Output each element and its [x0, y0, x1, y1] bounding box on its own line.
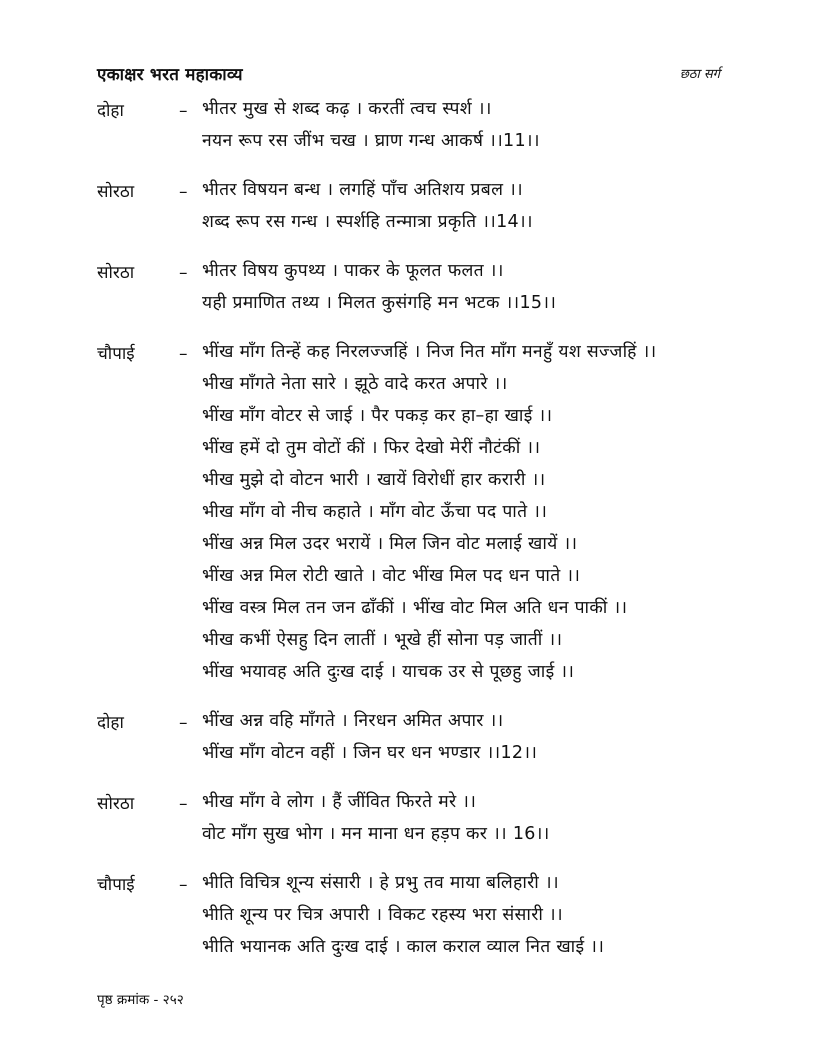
- verse-line: भींख हमें दो तुम वोटों कीं । फिर देखो मेरीं नौटंकीं ।।: [202, 438, 541, 458]
- verse-type-label: चौपाई: [97, 344, 135, 364]
- verse-line: भींख माँग वोटर से जाई । पैर पकड़ कर हा–हा खाई ।।: [202, 406, 553, 426]
- stanza: [97, 174, 725, 238]
- verse-line: भीख माँग वे लोग । हैं जींवित फिरते मरे ।।: [202, 792, 477, 812]
- verse-type-label: दोहा: [97, 713, 124, 733]
- verse-lines: [202, 336, 725, 688]
- verse-lines: [202, 255, 725, 319]
- verse-lines: [202, 174, 725, 238]
- verse-line: भीतर विषयन बन्ध । लगहिं पाँच अतिशय प्रबल ।।: [202, 180, 523, 200]
- verse-lines: [202, 705, 725, 769]
- verse-dash: –: [179, 875, 188, 895]
- verse-dash: –: [179, 263, 188, 283]
- verse-line: भीति भयानक अति दुःख दाई । काल कराल व्याल नित खाई ।।: [202, 937, 605, 957]
- page-number: पृष्ठ क्रमांक - २५२: [97, 992, 184, 1008]
- verse-line: वोट माँग सुख भोग । मन माना धन हड़प कर ।। 16।।: [202, 824, 550, 844]
- stanza: [97, 705, 725, 769]
- stanza: [97, 336, 725, 688]
- verse-lines: [202, 786, 725, 850]
- verse-line: भींख अन्न वहि माँगते । निरधन अमित अपार ।।: [202, 711, 504, 731]
- verse-line: शब्द रूप रस गन्ध । स्पर्शहि तन्मात्रा प्रकृति ।।14।।: [202, 212, 533, 232]
- verse-lines: [202, 867, 725, 963]
- verse-line: भीख मुझे दो वोटन भारी । खायें विरोधीं हार करारी ।।: [202, 470, 546, 490]
- verse-line: भीख माँगते नेता सारे । झूठे वादे करत अपारे ।।: [202, 374, 508, 394]
- verse-line: भीतर विषय कुपथ्य । पाकर के फूलत फलत ।।: [202, 261, 504, 281]
- verse-type-label: दोहा: [97, 101, 124, 121]
- chapter-label: छठा सर्ग: [679, 67, 720, 82]
- poem-body: [97, 93, 725, 980]
- verse-type-label: चौपाई: [97, 875, 135, 895]
- verse-line: नयन रूप रस जींभ चख । घ्राण गन्ध आकर्ष ।।11।।: [202, 131, 540, 151]
- verse-line: भींख भयावह अति दुःख दाई । याचक उर से पूछहु जाई ।।: [202, 662, 575, 682]
- verse-line: यही प्रमाणित तथ्य । मिलत कुसंगहि मन भटक ।।15।।: [202, 293, 557, 313]
- verse-dash: –: [179, 182, 188, 202]
- stanza: [97, 867, 725, 963]
- verse-line: भीख माँग वो नीच कहाते । माँग वोट ऊँचा पद पाते ।।: [202, 502, 548, 522]
- verse-line: भींख अन्न मिल उदर भरायें । मिल जिन वोट मलाई खायें ।।: [202, 534, 578, 554]
- verse-line: भींख वस्त्र मिल तन जन ढाँकीं । भींख वोट मिल अति धन पाकीं ।।: [202, 598, 628, 618]
- verse-line: भीतर मुख से शब्द कढ़ । करतीं त्वच स्पर्श ।।: [202, 99, 492, 119]
- verse-lines: [202, 93, 725, 157]
- stanza: [97, 786, 725, 850]
- verse-line: भीति विचित्र शून्य संसारी । हे प्रभु तव माया बलिहारी ।।: [202, 873, 559, 893]
- page-header: [97, 62, 720, 88]
- verse-dash: –: [179, 101, 188, 121]
- verse-dash: –: [179, 713, 188, 733]
- verse-line: भीति शून्य पर चित्र अपारी । विकट रहस्य भरा संसारी ।।: [202, 905, 563, 925]
- verse-line: भीख कभीं ऐसहु दिन लातीं । भूखे हीं सोना पड़ जातीं ।।: [202, 630, 563, 650]
- verse-type-label: सोरठा: [97, 263, 135, 283]
- verse-line: भींख अन्न मिल रोटी खाते । वोट भींख मिल पद धन पाते ।।: [202, 566, 581, 586]
- book-title: एकाक्षर भरत महाकाव्य: [97, 65, 243, 85]
- verse-type-label: सोरठा: [97, 794, 135, 814]
- verse-line: भींख माँग वोटन वहीं । जिन घर धन भण्डार ।।12।।: [202, 743, 538, 763]
- stanza: [97, 93, 725, 157]
- verse-line: भींख माँग तिन्हें कह निरलज्जहिं । निज नित माँग मनहुँ यश सज्जहिं ।।: [202, 342, 657, 362]
- stanza: [97, 255, 725, 319]
- verse-dash: –: [179, 344, 188, 364]
- verse-dash: –: [179, 794, 188, 814]
- verse-type-label: सोरठा: [97, 182, 135, 202]
